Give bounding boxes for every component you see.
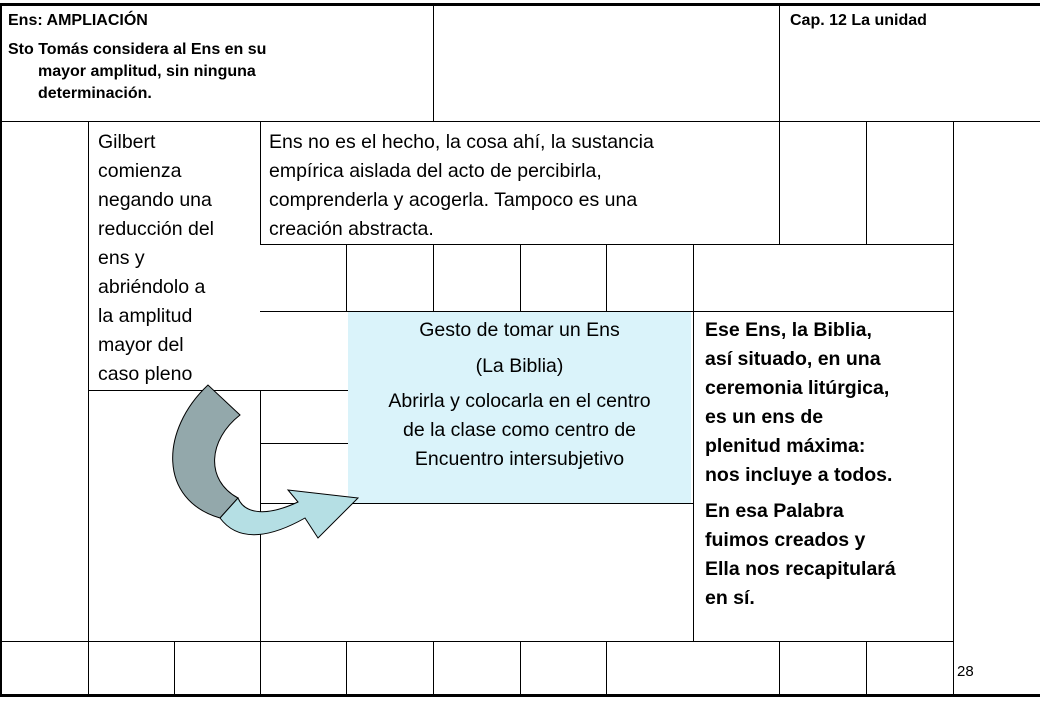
page-number: 28: [957, 663, 974, 680]
word-line: En esa Palabra: [705, 500, 844, 522]
arrow-back-face: [173, 385, 240, 518]
header-subtitle-line: Sto Tomás considera al Ens en su: [8, 41, 267, 58]
gilbert-line: la amplitud: [98, 305, 193, 327]
gilbert-line: Gilbert: [98, 131, 156, 153]
gesture-line-2: (La Biblia): [475, 355, 564, 377]
gilbert-line: ens y: [98, 247, 145, 269]
gesture-line-3-part: de la clase como centro de: [402, 419, 637, 441]
gesture-line-1: Gesto de tomar un Ens: [419, 319, 620, 341]
ens-line: comprenderla y acogerla. Tampoco es una: [269, 189, 638, 211]
gilbert-line: negando una: [98, 189, 212, 211]
bible-line: es un ens de: [705, 406, 824, 428]
bible-line: ceremonia litúrgica,: [705, 377, 890, 399]
word-line: en sí.: [705, 587, 755, 609]
ens-line: creación abstracta.: [269, 218, 434, 240]
header-subtitle-line: determinación.: [38, 85, 152, 102]
chapter-label: Cap. 12 La unidad: [790, 12, 927, 29]
bible-line: nos incluye a todos.: [705, 464, 893, 486]
gilbert-line: reducción del: [98, 218, 214, 240]
gilbert-line: comienza: [98, 160, 182, 182]
header-title: Ens: AMPLIACIÓN: [8, 12, 148, 29]
gesture-line-3-part: Encuentro intersubjetivo: [414, 448, 625, 470]
word-line: Ella nos recapitulará: [705, 558, 896, 580]
ens-line: empírica aislada del acto de percibirla,: [269, 160, 602, 182]
gilbert-line: mayor del: [98, 334, 184, 356]
gilbert-line: abriéndolo a: [98, 276, 206, 298]
arrow-front-face: [220, 490, 358, 538]
gilbert-line: caso pleno: [98, 363, 193, 385]
bible-line: así situado, en una: [705, 348, 881, 370]
ens-line: Ens no es el hecho, la cosa ahí, la sustancia: [269, 131, 654, 153]
word-line: fuimos creados y: [705, 529, 866, 551]
bible-line: Ese Ens, la Biblia,: [705, 319, 872, 341]
gesture-line-3-part: Abrirla y colocarla en el centro: [388, 390, 651, 412]
header-subtitle-line: mayor amplitud, sin ninguna: [38, 63, 256, 80]
bible-line: plenitud máxima:: [705, 435, 866, 457]
